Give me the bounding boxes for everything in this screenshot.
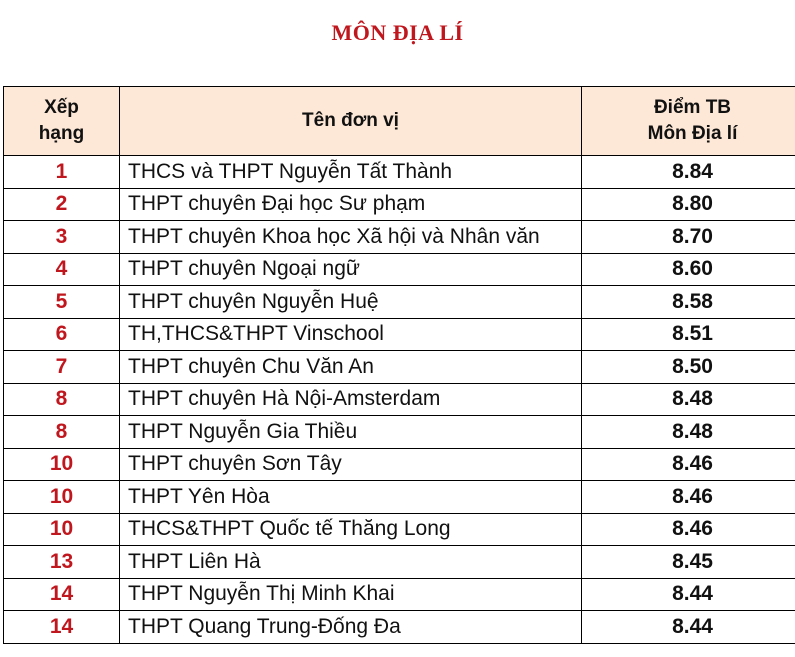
rank-cell: 13 (4, 546, 120, 579)
score-cell: 8.80 (582, 188, 795, 221)
score-cell: 8.46 (582, 448, 795, 481)
score-cell: 8.60 (582, 253, 795, 286)
rank-cell: 5 (4, 286, 120, 319)
table-row (4, 513, 795, 546)
school-name-cell: THPT chuyên Sơn Tây (120, 448, 582, 481)
rank-cell: 3 (4, 221, 120, 254)
school-name-cell: THPT Yên Hòa (120, 481, 582, 514)
table-row (4, 253, 795, 286)
score-cell: 8.44 (582, 611, 795, 644)
header-score-line-2: Môn Địa lí (647, 123, 738, 144)
table-row (4, 318, 795, 351)
header-score-line-1: Điểm TB (653, 97, 732, 118)
score-cell: 8.48 (582, 383, 795, 416)
header-rank-line-2: hạng (38, 123, 85, 144)
table-row (4, 448, 795, 481)
school-name-cell: THCS&THPT Quốc tế Thăng Long (120, 513, 582, 546)
rank-cell: 14 (4, 611, 120, 644)
header-rank-line-1: Xếp (44, 97, 79, 118)
rank-cell: 7 (4, 351, 120, 384)
table-row (4, 156, 795, 189)
page-title: MÔN ĐỊA LÍ (331, 20, 464, 45)
school-name-cell: THPT chuyên Ngoại ngữ (120, 253, 582, 286)
school-name-cell: THPT chuyên Khoa học Xã hội và Nhân văn (120, 221, 582, 254)
rank-cell: 14 (4, 578, 120, 611)
score-cell: 8.51 (582, 318, 795, 351)
rank-cell: 8 (4, 383, 120, 416)
score-cell: 8.44 (582, 578, 795, 611)
school-name-cell: THPT chuyên Hà Nội-Amsterdam (120, 383, 582, 416)
school-name-cell: THPT chuyên Đại học Sư phạm (120, 188, 582, 221)
score-cell: 8.46 (582, 513, 795, 546)
school-name-cell: THCS và THPT Nguyễn Tất Thành (120, 156, 582, 189)
score-cell: 8.46 (582, 481, 795, 514)
score-cell: 8.50 (582, 351, 795, 384)
table-header (4, 87, 795, 156)
header-row (4, 87, 795, 156)
score-cell: 8.48 (582, 416, 795, 449)
school-name-cell: THPT Nguyễn Thị Minh Khai (120, 578, 582, 611)
school-name-cell: THPT Nguyễn Gia Thiều (120, 416, 582, 449)
table-row (4, 351, 795, 384)
score-cell: 8.84 (582, 156, 795, 189)
school-name-cell: THPT Quang Trung-Đống Đa (120, 611, 582, 644)
table-row (4, 286, 795, 319)
score-cell: 8.70 (582, 221, 795, 254)
table-body (4, 156, 795, 644)
table-row (4, 578, 795, 611)
table-row (4, 383, 795, 416)
rank-cell: 10 (4, 448, 120, 481)
rank-cell: 10 (4, 513, 120, 546)
rank-cell: 6 (4, 318, 120, 351)
header-name (120, 87, 582, 156)
table-row (4, 416, 795, 449)
table-row (4, 611, 795, 644)
school-name-cell: THPT Liên Hà (120, 546, 582, 579)
rank-cell: 8 (4, 416, 120, 449)
ranking-table (3, 86, 795, 644)
header-rank (4, 87, 120, 156)
school-name-cell: THPT chuyên Chu Văn An (120, 351, 582, 384)
rank-cell: 2 (4, 188, 120, 221)
score-cell: 8.45 (582, 546, 795, 579)
rank-cell: 4 (4, 253, 120, 286)
table-row (4, 221, 795, 254)
table-row (4, 188, 795, 221)
score-cell: 8.58 (582, 286, 795, 319)
table-row (4, 481, 795, 514)
school-name-cell: TH,THCS&THPT Vinschool (120, 318, 582, 351)
school-name-cell: THPT chuyên Nguyễn Huệ (120, 286, 582, 319)
rank-cell: 10 (4, 481, 120, 514)
rank-cell: 1 (4, 156, 120, 189)
table-row (4, 546, 795, 579)
header-score (582, 87, 795, 156)
header-name-label: Tên đơn vị (302, 110, 399, 131)
